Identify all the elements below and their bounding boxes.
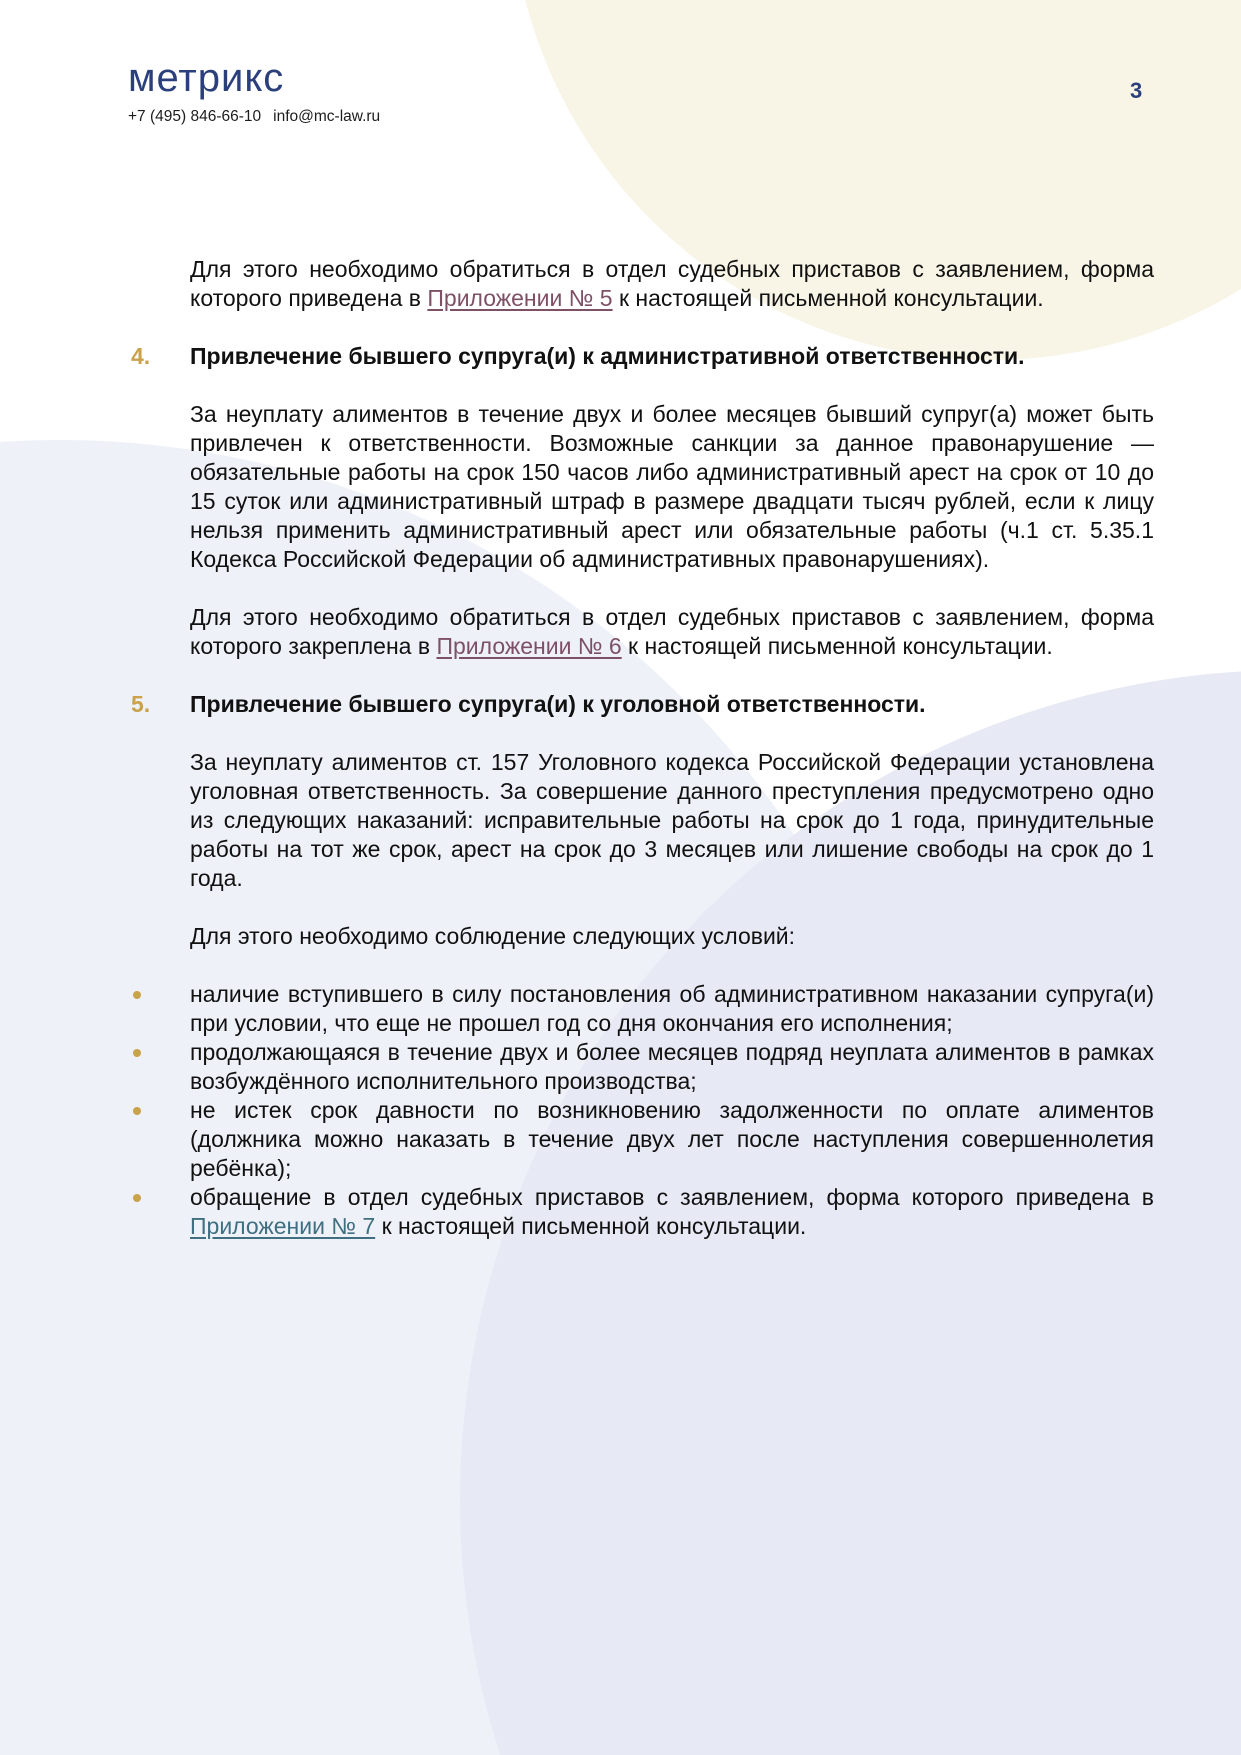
section-5-paragraph-2: Для этого необходимо соблюдение следующих условий: <box>190 923 796 949</box>
company-logo: метрикс <box>128 56 285 100</box>
section-5-heading <box>131 690 1154 719</box>
list-item-text-before: обращение в отдел судебных приставов с заявлением, форма которого приведена в <box>190 1184 1154 1210</box>
section-4-paragraph-1: За неуплату алиментов в течение двух и более месяцев бывший супруг(а) может быть привлечен к ответственности. Возможные санкции за данное правонарушение — обязательные работы на срок 150 часов либо административный арест на срок от 10 до 15 суток или административный штраф в размере двадцати тысяч рублей, если к лицу нельзя применить административный арест или обязательные работы (ч.1 ст. 5.35.1 Кодекса Российской Федерации об административных правонарушениях). <box>190 401 1154 572</box>
appendix-7-link[interactable]: Приложении № 7 <box>190 1213 376 1239</box>
list-item <box>190 980 1154 1038</box>
section-4-heading <box>131 342 1154 371</box>
bullet-icon <box>133 1194 141 1202</box>
list-item <box>190 1183 1154 1241</box>
appendix-6-link[interactable]: Приложении № 6 <box>436 633 622 659</box>
bullet-icon <box>133 1049 141 1057</box>
intro-paragraph <box>190 255 1154 313</box>
list-item <box>190 1096 1154 1183</box>
section-5-title: Привлечение бывшего супруга(и) к уголовной ответственности. <box>190 691 926 717</box>
section-4-number: 4. <box>131 343 151 369</box>
section-4-p2-before: Для этого необходимо обратиться в отдел судебных приставов с заявлением, форма которого закреплена в <box>190 604 1154 659</box>
list-item-text: наличие вступившего в силу постановления об административном наказании супруга(и) при условии, что еще не прошел год со дня окончания его исполнения; <box>190 981 1154 1036</box>
bullet-icon <box>133 991 141 999</box>
list-item-text: не истек срок давности по возникновению задолженности по оплате алиментов (должника можно наказать в течение двух лет после наступления совершеннолетия ребёнка); <box>190 1097 1154 1181</box>
bullet-icon <box>133 1107 141 1115</box>
phone-number: +7 (495) 846-66-10 <box>128 108 262 125</box>
list-item-text-after: к настоящей письменной консультации. <box>375 1213 807 1239</box>
list-item <box>190 1038 1154 1096</box>
document-body <box>131 255 1154 1241</box>
section-4-title: Привлечение бывшего супруга(и) к административной ответственности. <box>190 343 1025 369</box>
section-4-p2-after: к настоящей письменной консультации. <box>621 633 1053 659</box>
intro-text-before: Для этого необходимо обратиться в отдел судебных приставов с заявлением, форма которого приведена в <box>190 256 1154 311</box>
conditions-list <box>190 980 1154 1241</box>
appendix-5-link[interactable]: Приложении № 5 <box>427 285 613 311</box>
contact-line <box>128 108 380 126</box>
list-item-text: продолжающаяся в течение двух и более месяцев подряд неуплата алиментов в рамках возбуждённого исполнительного производства; <box>190 1039 1154 1094</box>
email-address: info@mc-law.ru <box>273 108 381 125</box>
section-4-paragraph-2 <box>190 603 1154 661</box>
intro-text-after: к настоящей письменной консультации. <box>612 285 1044 311</box>
section-5-paragraph-1: За неуплату алиментов ст. 157 Уголовного кодекса Российской Федерации установлена уголовная ответственность. За совершение данного преступления предусмотрено одно из следующих наказаний: исправительные работы на срок до 1 года, принудительные работы на тот же срок, арест на срок до 3 месяцев или лишение свободы на срок до 1 года. <box>190 749 1154 891</box>
page-number: 3 <box>1130 78 1143 103</box>
section-5-number: 5. <box>131 691 151 717</box>
